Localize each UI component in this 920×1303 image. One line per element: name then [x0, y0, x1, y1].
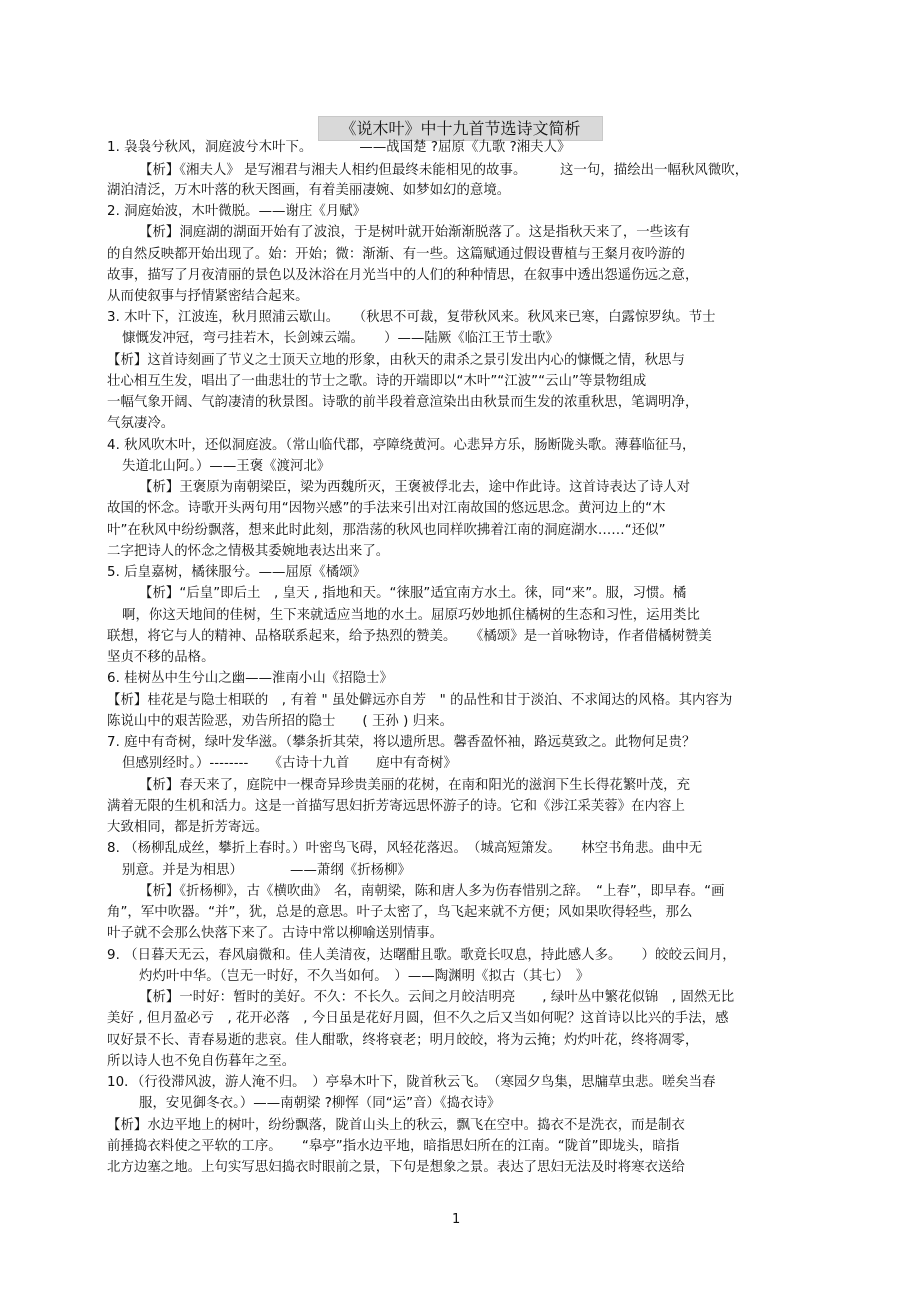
text-line: 美好 , 但月盈必亏 , 花开必落 , 今日虽是花好月圆，但不久之后又当如何呢？这首诗以比兴的手法，感 — [107, 1011, 729, 1026]
text-line: 故国的怀念。诗歌开头两句用“因物兴感”的手法来引出对江南故国的悠远思念。黄河边上的“木 — [107, 501, 666, 516]
text-line: 【析】水边平地上的树叶，纷纷飘落，陇首山头上的秋云，飘飞在空中。捣衣不是洗衣，而是制衣 — [107, 1118, 685, 1133]
text-line: 【析】王褒原为南朝梁臣，梁为西魏所灭，王褒被俘北去，途中作此诗。这首诗表达了诗人对 — [139, 480, 691, 495]
text-line: 故事，描写了月夜清丽的景色以及沐浴在月光当中的人们的种种情思，在叙事中透出怨遥伤远之意， — [107, 268, 699, 283]
text-line: 联想，将它与人的精神、品格联系起来，给予热烈的赞美。 《橘颂》是一首咏物诗，作者借橘树赞美 — [107, 629, 712, 644]
text-line: 前捶捣衣料使之平软的工序。 “皋亭”指水边平地，暗指思妇所在的江南。“陇首”即垅头，暗指 — [107, 1139, 680, 1154]
text-line: 服，安见御冬衣。）——南朝梁 ?柳恽（同“运”音）《捣衣诗》 — [139, 1096, 501, 1111]
text-line: 4. 秋风吹木叶，还似洞庭波。（常山临代郡，亭障绕黄河。心悲异方乐，肠断陇头歌。薄暮临征马， — [107, 438, 696, 453]
text-line: 大致相同，都是折芳寄远。 — [107, 820, 269, 835]
text-line: 10．（行役滞风波，游人淹不归。 ）亭皋木叶下，陇首秋云飞。 （寒园夕鸟集，思牖草虫悲。嗟矣当春 — [107, 1075, 716, 1090]
text-line: 北方边塞之地。上句实写思妇捣衣时眼前之景，下句是想象之景。表达了思妇无法及时将寒衣送给 — [107, 1160, 685, 1175]
text-line: 【析】《折杨柳》，古《横吹曲》 名，南朝梁，陈和唐人多为伤春惜别之辞。 “上春”，即早春。“画 — [139, 884, 725, 899]
text-line: 陈说山中的艰苦险恶，劝告所招的隐士 ( 王孙 ) 归来。 — [107, 714, 454, 729]
text-line: 【析】这首诗刻画了节义之士顶天立地的形象，由秋天的肃杀之景引发出内心的慷慨之情，秋思与 — [107, 353, 685, 368]
text-line: 慷慨发冲冠，弯弓挂若木，长剑竦云端。 ）——陆厥《临江王节士歌》 — [122, 331, 559, 346]
text-line: 7. 庭中有奇树，绿叶发华滋。（攀条折其荣，将以遗所思。馨香盈怀袖，路远莫致之。此物何足贵？ — [107, 735, 696, 750]
text-line: 【析】桂花是与隐士相联的 , 有着 " 虽处僻远亦自芳 " 的品性和甘于淡泊、不求闻达的风格。其内容为 — [107, 693, 733, 708]
text-line: 【析】春天来了，庭院中一棵奇异珍贵美丽的花树，在南和阳光的滋润下生长得花繁叶茂，充 — [139, 778, 691, 793]
text-line: 坚贞不移的品格。 — [107, 650, 215, 665]
text-line: 叶子就不会那么快落下来了。古诗中常以柳喻送别情事。 — [107, 926, 444, 941]
text-line: 别意。并是为相思） ——萧纲《折杨柳》 — [122, 863, 411, 878]
text-line: 满着无限的生机和活力。这是一首描写思妇折芳寄远思怀游子的诗。它和《涉江采芙蓉》在内容上 — [107, 799, 685, 814]
text-line: 从而使叙事与抒情紧密结合起来。 — [107, 289, 309, 304]
text-line: 所以诗人也不免自伤暮年之至。 — [107, 1054, 296, 1069]
page-number: 1 — [452, 1212, 461, 1227]
text-line: 【析】《湘夫人》 是写湘君与湘夫人相约但最终未能相见的故事。 这一句，描绘出一幅秋风微吹， — [139, 163, 749, 178]
text-line: 1. 袅袅兮秋风，洞庭波兮木叶下。 ——战国楚 ?屈原《九歌 ?湘夫人》 — [107, 140, 571, 155]
text-line: 5. 后皇嘉树，橘徕服兮。——屈原《橘颂》 — [107, 565, 367, 580]
text-line: 叶”在秋风中纷纷飘落，想来此时此刻，那浩荡的秋风也同样吹拂着江南的洞庭湖水……“还似” — [107, 523, 666, 538]
text-line: 角”，军中吹器。“并”，犹，总是的意思。叶子太密了，鸟飞起来就不方便；风如果吹得轻些，那么 — [107, 905, 693, 920]
text-line: 3. 木叶下，江波连，秋月照浦云歇山。 （秋思不可裁，复带秋风来。秋风来已寒，白露惊罗纨。节士 — [107, 310, 716, 325]
text-line: 2. 洞庭始波，木叶微脱。——谢庄《月赋》 — [107, 204, 367, 219]
text-line: 气氛凄冷。 — [107, 416, 175, 431]
text-line: 【析】一时好：暂时的美好。不久：不长久。云间之月皎洁明亮 , 绿叶丛中繁花似锦 , 固然无比 — [139, 990, 735, 1005]
text-line: 【析】“后皇”即后土 , 皇天 , 指地和天。“徕服”适宜南方水土。徕，同“来”。服，习惯。橘 — [139, 586, 687, 601]
document-title: 《说木叶》中十九首节选诗文简析 — [318, 116, 603, 141]
text-line: 壮心相互生发，唱出了一曲悲壮的节士之歌。诗的开端即以“木叶”“江波”“云山”等景物组成 — [107, 374, 647, 389]
text-line: 灼灼叶中华。（岂无一时好，不久当如何。 ）——陶渊明《拟古（其七） 》 — [139, 969, 590, 984]
text-line: 失道北山阿。）——王褒《渡河北》 — [122, 459, 331, 474]
text-line: 8. （杨柳乱成丝，攀折上春时。）叶密鸟飞碍，风轻花落迟。 （城高短箫发。 林空书角悲。曲中无 — [107, 841, 703, 856]
text-line: 叹好景不长、青春易逝的悲哀。佳人酣歌，终将衰老；明月皎皎，将为云掩；灼灼叶花，终将凋零， — [107, 1033, 699, 1048]
text-line: 湖泊清泛，万木叶落的秋天图画，有着美丽凄婉、如梦如幻的意境。 — [107, 183, 511, 198]
text-line: 6. 桂树丛中生兮山之幽——淮南小山《招隐士》 — [107, 671, 393, 686]
text-line: 【析】洞庭湖的湖面开始有了波浪，于是树叶就开始渐渐脱落了。这是指秋天来了，一些该有 — [139, 225, 691, 240]
text-line: 但感别经时。）-------- 《古诗十九首 庭中有奇树》 — [122, 756, 457, 771]
text-line: 的自然反映都开始出现了。始：开始；微：渐渐、有一些。这篇赋通过假设曹植与王粲月夜吟游的 — [107, 247, 685, 262]
text-line: 二字把诗人的怀念之情极其委婉地表达出来了。 — [107, 544, 390, 559]
text-line: 9. （日暮天无云，春风扇微和。佳人美清夜，达曙酣且歌。歌竟长叹息，持此感人多。 ）皎皎云间月， — [107, 948, 736, 963]
text-line: 一幅气象开阔、气韵凄清的秋景图。诗歌的前半段着意渲染出由秋景而生发的浓重秋思，笔调明净， — [107, 395, 699, 410]
text-line: 啊，你这天地间的佳树，生下来就适应当地的水土。屈原巧妙地抓住橘树的生态和习性，运用类比 — [122, 608, 700, 623]
